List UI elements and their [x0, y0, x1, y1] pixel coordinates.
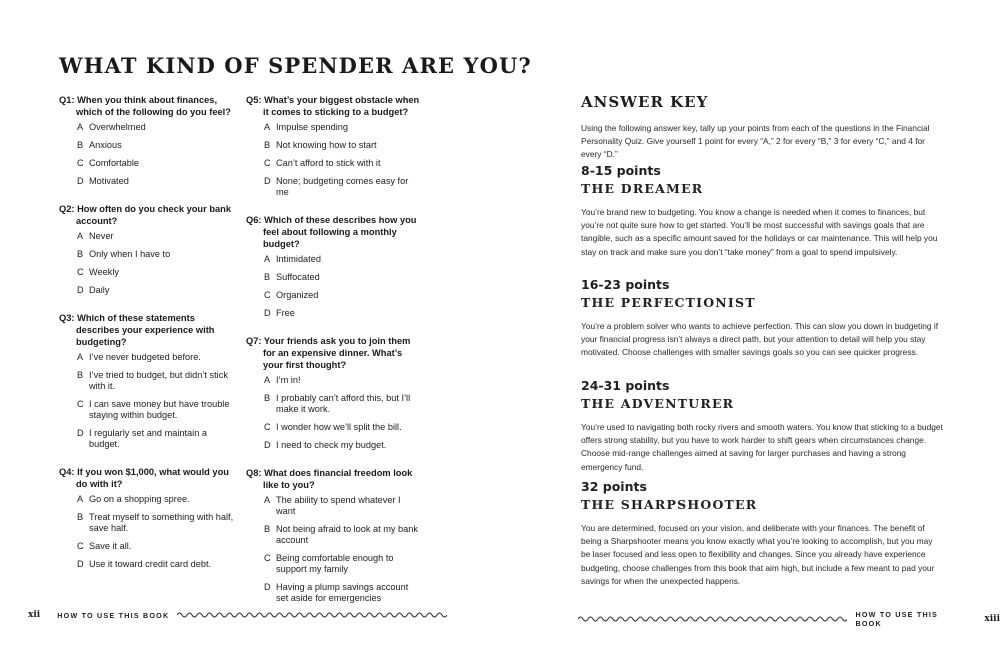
result-description: You’re a problem solver who wants to achieve perfection. This can slow you down in budgeting if your financial progress isn’t always a direct path, but your attention to detail will help you stay motivated. Choose challenges with smaller savings goals so you can see quicker progress.	[581, 321, 939, 358]
option-letter: B	[77, 512, 84, 522]
question-text: Q1: When you think about finances, which of the following do you feel?	[59, 95, 231, 117]
option-text: Overwhelmed	[89, 122, 146, 132]
question-text: Q6: Which of these describes how you feel about following a monthly budget?	[246, 215, 417, 249]
option-letter: D	[77, 559, 84, 569]
answer-option	[59, 122, 234, 133]
option-text: The ability to spend whatever I want	[276, 495, 401, 516]
answer-option	[59, 428, 234, 450]
option-letter: D	[264, 308, 271, 318]
answer-option	[246, 393, 421, 415]
page-number-left: xii	[28, 610, 41, 620]
answer-option	[246, 524, 421, 546]
option-text: I wonder how we’ll split the bill.	[276, 422, 402, 432]
result-description: You are determined, focused on your vision, and deliberate with your finances. The benefit of being a Sharpshooter means you know exactly what you’re looking to accomplish, but you may be laser focused and less open to flexibility and changes. Since you already have experience budgeting, choose challenges from this book that aim high, but include a few meant to pad your savings for when the unexpected happens.	[581, 523, 935, 586]
page-title: WHAT KIND OF SPENDER ARE YOU?	[59, 53, 532, 78]
option-text: Weekly	[89, 267, 119, 277]
option-text: Comfortable	[89, 158, 140, 168]
answer-option	[59, 158, 234, 169]
question-text: Q8: What does financial freedom look like to you?	[246, 468, 413, 490]
option-letter: B	[264, 140, 271, 150]
option-text: Suffocated	[276, 272, 320, 282]
answer-option	[59, 267, 234, 278]
option-letter: D	[264, 582, 271, 592]
quiz-question	[246, 94, 421, 198]
option-letter: C	[264, 553, 271, 563]
answer-option	[246, 158, 421, 169]
option-letter: D	[264, 176, 271, 186]
result-sharpshooter	[581, 479, 943, 588]
answer-key-heading: ANSWER KEY	[581, 93, 709, 111]
question-text: Q5: What’s your biggest obstacle when it comes to sticking to a budget?	[246, 95, 420, 117]
option-text: Save it all.	[89, 541, 132, 551]
option-letter: D	[77, 285, 84, 295]
option-text: Not being afraid to look at my bank account	[276, 524, 418, 545]
option-text: I probably can’t afford this, but I’ll make it work.	[276, 393, 411, 414]
option-text: Never	[89, 231, 114, 241]
option-text: Daily	[89, 285, 110, 295]
answer-option	[246, 553, 421, 575]
option-letter: A	[264, 495, 271, 505]
answer-option	[246, 582, 421, 604]
option-letter: D	[264, 440, 271, 450]
option-text: Use it toward credit card debt.	[89, 559, 212, 569]
answer-option	[59, 352, 234, 363]
option-text: I regularly set and maintain a budget.	[89, 428, 207, 449]
answer-option	[59, 559, 234, 570]
quiz-question	[59, 312, 234, 450]
option-text: I’ve tried to budget, but didn’t stick with it.	[89, 370, 228, 391]
question-text: Q7: Your friends ask you to join them for an expensive dinner. What’s your first thought?	[246, 336, 411, 370]
option-text: Can’t afford to stick with it	[276, 158, 381, 168]
answer-option	[59, 370, 234, 392]
option-letter: B	[264, 524, 271, 534]
option-text: Motivated	[89, 176, 129, 186]
result-points: 32 points	[581, 479, 647, 494]
result-dreamer	[581, 163, 943, 259]
option-letter: A	[264, 122, 271, 132]
result-title: THE PERFECTIONIST	[581, 295, 756, 310]
option-letter: A	[264, 254, 271, 264]
option-letter: B	[77, 249, 84, 259]
option-text: Having a plump savings account set aside for emergencies	[276, 582, 409, 603]
question-text: Q4: If you won $1,000, what would you do with it?	[59, 467, 229, 489]
answer-option	[246, 254, 421, 265]
answer-option	[246, 308, 421, 319]
option-letter: C	[264, 422, 271, 432]
result-title: THE SHARPSHOOTER	[581, 497, 758, 512]
option-text: Anxious	[89, 140, 122, 150]
quiz-question	[246, 335, 421, 451]
footer-running-head-left: HOW TO USE THIS BOOK	[57, 610, 170, 620]
option-letter: C	[77, 399, 84, 409]
footer-running-head-right: HOW TO USE THIS BOOK	[855, 610, 939, 628]
option-text: Go on a shopping spree.	[89, 494, 190, 504]
result-description: You’re used to navigating both rocky rivers and smooth waters. You know that sticking to a budget offers strong stability, but you have to work harder to shift gears when circumstances change. Choose mid-range challenges aimed at saving for larger purchases and having a strong emergency fund.	[581, 422, 943, 472]
option-letter: B	[77, 140, 84, 150]
option-letter: C	[77, 541, 84, 551]
result-points: 24-31 points	[581, 378, 670, 393]
answer-option	[246, 440, 421, 451]
result-points: 16-23 points	[581, 277, 670, 292]
option-text: Impulse spending	[276, 122, 349, 132]
option-text: None; budgeting comes easy for me	[276, 176, 409, 197]
quiz-question	[59, 94, 234, 187]
option-letter: C	[77, 158, 84, 168]
footer-right	[578, 610, 1000, 628]
question-text: Q3: Which of these statements describes your experience with budgeting?	[59, 313, 215, 347]
answer-option	[246, 495, 421, 517]
option-text: Being comfortable enough to support my family	[276, 553, 394, 574]
answer-option	[246, 272, 421, 283]
option-letter: A	[77, 494, 84, 504]
option-text: Organized	[276, 290, 319, 300]
option-text: Intimidated	[276, 254, 321, 264]
quiz-question	[59, 203, 234, 296]
answer-option	[59, 176, 234, 187]
answer-key-intro: Using the following answer key, tally up your points from each of the questions in the Financial Personality Quiz. Give yourself 1 point for every “A,” 2 for every “B,” 3 for every “C,” and 4 for every “D.”	[581, 123, 930, 159]
result-points: 8-15 points	[581, 163, 661, 178]
page-number-right: xiii	[984, 614, 1000, 624]
answer-option	[59, 541, 234, 552]
result-perfectionist	[581, 277, 943, 360]
footer-left	[28, 610, 447, 620]
answer-option	[246, 176, 421, 198]
option-text: Free	[276, 308, 295, 318]
option-text: I can save money but have trouble staying within budget.	[89, 399, 230, 420]
option-letter: D	[77, 176, 84, 186]
option-letter: C	[264, 158, 271, 168]
option-letter: D	[77, 428, 84, 438]
answer-option	[59, 399, 234, 421]
quiz-question	[59, 466, 234, 570]
answer-option	[59, 231, 234, 242]
answer-option	[59, 285, 234, 296]
option-letter: B	[264, 272, 271, 282]
option-text: I need to check my budget.	[276, 440, 387, 450]
answer-option	[246, 122, 421, 133]
questions-column-left	[59, 94, 234, 586]
answer-option	[59, 512, 234, 534]
result-adventurer	[581, 378, 943, 474]
option-letter: B	[77, 370, 84, 380]
option-text: Not knowing how to start	[276, 140, 377, 150]
option-text: Only when I have to	[89, 249, 171, 259]
option-letter: A	[77, 231, 84, 241]
quiz-question	[246, 214, 421, 319]
option-text: Treat myself to something with half, save half.	[89, 512, 234, 533]
option-text: I’ve never budgeted before.	[89, 352, 201, 362]
result-title: THE ADVENTURER	[581, 396, 735, 411]
wave-divider-icon	[177, 610, 447, 620]
answer-option	[246, 422, 421, 433]
answer-option	[59, 140, 234, 151]
option-letter: B	[264, 393, 271, 403]
answer-option	[246, 375, 421, 386]
answer-option	[246, 290, 421, 301]
answer-option	[59, 249, 234, 260]
option-text: I’m in!	[276, 375, 301, 385]
question-text: Q2: How often do you check your bank account?	[59, 204, 232, 226]
option-letter: C	[264, 290, 271, 300]
result-title: THE DREAMER	[581, 181, 704, 196]
result-description: You’re brand new to budgeting. You know a change is needed when it comes to finances, but you’re not quite sure how to get started. You’ll be most successful with savings goals that are tangible, such as a specific amount saved for the holidays or car maintenance. This will help you stay on track and make sure you don’t “take money” from a goal to spend impulsively.	[581, 207, 938, 257]
option-letter: A	[264, 375, 271, 385]
option-letter: C	[77, 267, 84, 277]
option-letter: A	[77, 352, 84, 362]
answer-option	[246, 140, 421, 151]
questions-column-right	[246, 94, 421, 620]
answer-option	[59, 494, 234, 505]
option-letter: A	[77, 122, 84, 132]
wave-divider-icon	[578, 614, 847, 624]
quiz-question	[246, 467, 421, 604]
